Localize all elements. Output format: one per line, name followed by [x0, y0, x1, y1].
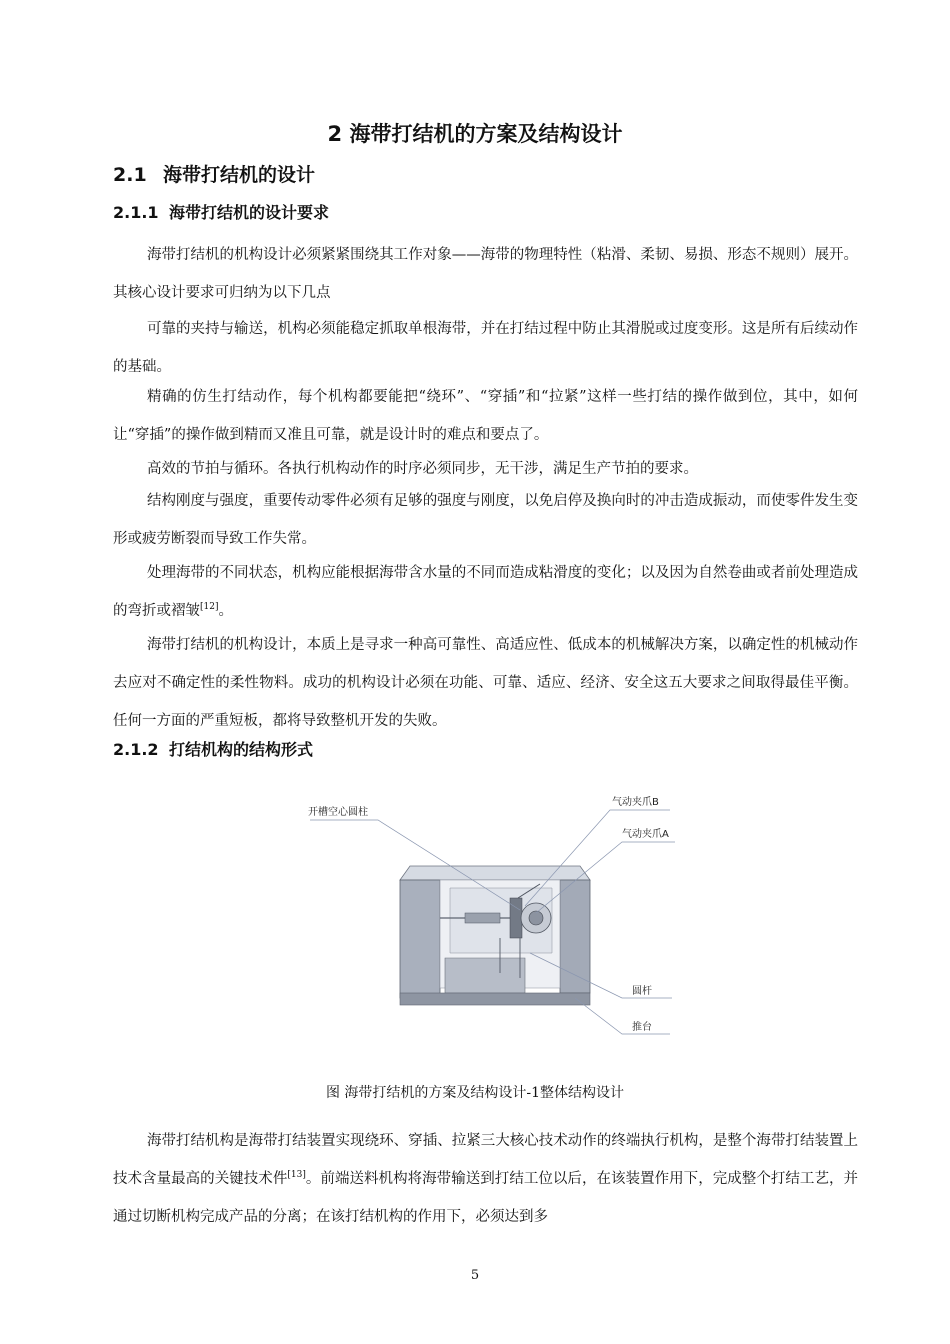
section-heading [113, 160, 315, 187]
paragraph-text-end: 。 [218, 603, 233, 619]
label-push-table: 推台 [632, 1022, 652, 1033]
label-rod: 圆杆 [632, 986, 652, 997]
section-title: 海带打结机的设计 [163, 164, 316, 186]
paragraph: 精确的仿生打结动作，每个机构都要能把“绕环”、“穿插”和“拉紧”这样一些打结的操作做到位，其中，如何让“穿插”的操作做到精而又准且可靠，就是设计时的难点和要点了。 [113, 389, 858, 443]
subsection-title: 打结机构的结构形式 [169, 740, 314, 759]
citation: [12] [200, 602, 219, 613]
paragraph-text: 处理海带的不同状态，机构应能根据海带含水量的不同而造成粘滑度的变化；以及因为自然卷曲或者前处理造成的弯折或褶皱 [113, 565, 858, 619]
citation: [13] [287, 1170, 306, 1181]
page-number: 5 [470, 1268, 480, 1283]
chapter-title: 2 海带打结机的方案及结构设计 [327, 122, 623, 146]
subsection-heading-1 [113, 200, 329, 223]
paragraph: 结构刚度与强度，重要传动零件必须有足够的强度与刚度，以免启停及换向时的冲击造成振动，而使零件发生变形或疲劳断裂而导致工作失常。 [113, 493, 858, 547]
section-number: 2.1 [113, 164, 147, 186]
figure-caption: 图 海带打结机的方案及结构设计-1整体结构设计 [325, 1085, 625, 1101]
paragraph: 高效的节拍与循环。各执行机构动作的时序必须同步，无干涉，满足生产节拍的要求。 [147, 461, 698, 477]
paragraph [113, 1122, 858, 1236]
subsection-number: 2.1.1 [113, 203, 159, 222]
label-gripper-b: 气动夹爪B [612, 797, 659, 808]
label-gripper-a: 气动夹爪A [622, 829, 669, 840]
subsection-title: 海带打结机的设计要求 [169, 203, 330, 222]
subsection-number: 2.1.2 [113, 740, 159, 759]
machine-body [400, 866, 590, 1005]
paragraph: 可靠的夹持与输送，机构必须能稳定抓取单根海带，并在打结过程中防止其滑脱或过度变形。这是所有后续动作的基础。 [113, 321, 858, 375]
paragraph-text: 海带打结机构是海带打结装置实现绕环、穿插、拉紧三大核心技术动作的终端执行机构，是整个海带打结装置上技术含量最高的关键技术件 [113, 1133, 858, 1187]
paragraph-text-cont: 。前端送料机构将海带输送到打结工位以后，在该装置作用下，完成整个打结工艺，并通过切断机构完成产品的分离；在该打结机构的作用下，必须达到多 [113, 1171, 859, 1225]
subsection-heading-2 [113, 737, 313, 760]
label-slotted-cylinder: 开槽空心圆柱 [308, 807, 368, 818]
paragraph [113, 554, 858, 630]
paragraph: 海带打结机的机构设计必须紧紧围绕其工作对象——海带的物理特性（粘滑、柔韧、易损、形态不规则）展开。其核心设计要求可归纳为以下几点 [113, 247, 858, 301]
machine-structure-figure [290, 788, 690, 1048]
paragraph: 海带打结机的机构设计，本质上是寻求一种高可靠性、高适应性、低成本的机械解决方案，以确定性的机械动作去应对不确定性的柔性物料。成功的机构设计必须在功能、可靠、适应、经济、安全这五大要求之间取得最佳平衡。任何一方面的严重短板，都将导致整机开发的失败。 [113, 637, 858, 729]
